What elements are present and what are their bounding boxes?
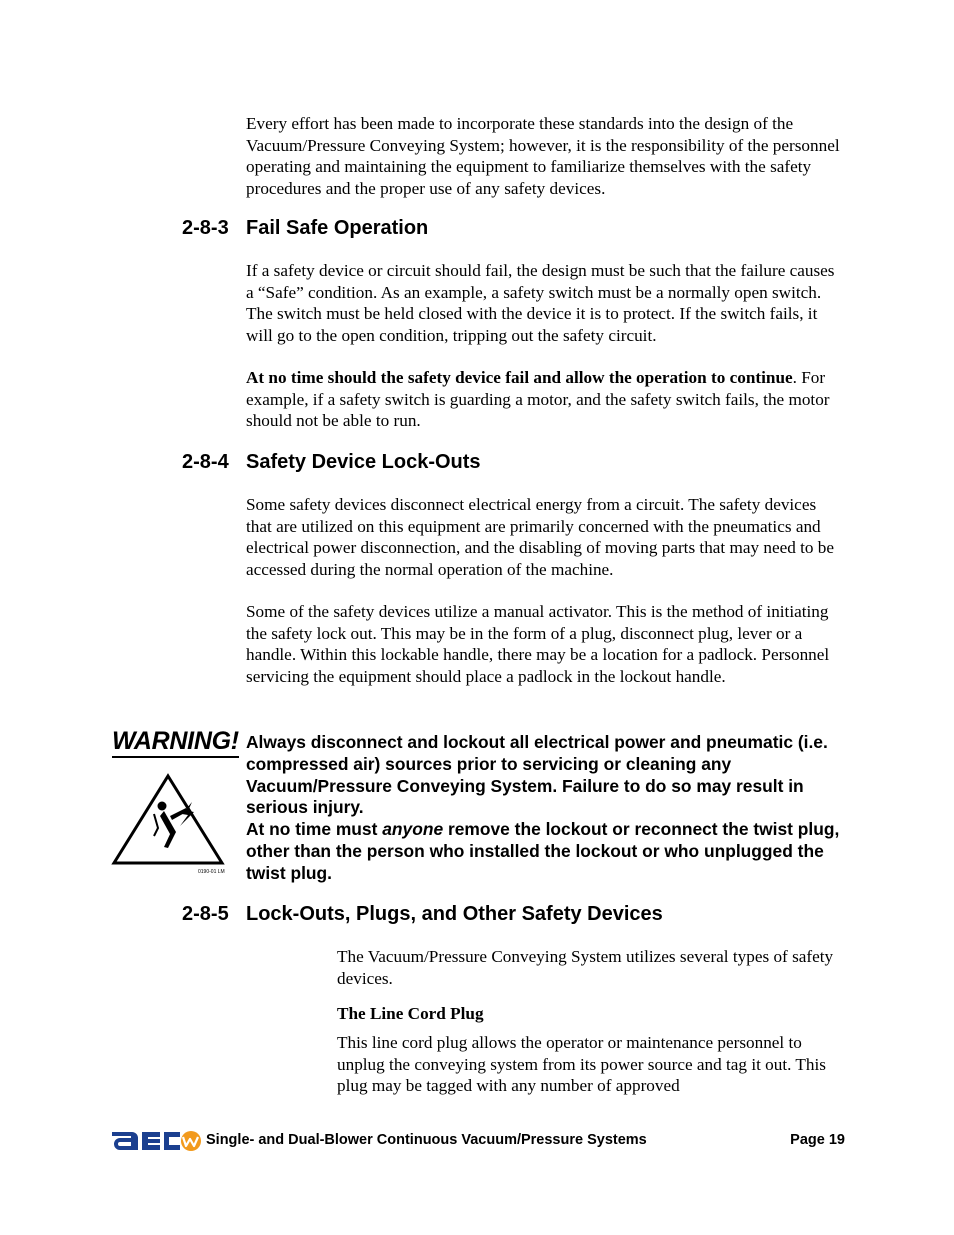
warning-text-2-post: remove the lockout or reconnect the twist plug, other than the person who installed the lockout or who unplugged the twist plug. bbox=[246, 819, 840, 883]
fail-safe-rest: . For example, if a safety switch is guarding a motor, and the safety switch fails, the motor should not be able to run. bbox=[246, 368, 830, 431]
section-number: 2-8-4 bbox=[182, 451, 229, 473]
footer-title: Single- and Dual-Blower Continuous Vacuum/Pressure Systems bbox=[206, 1132, 647, 1148]
electrical-hazard-icon bbox=[110, 770, 226, 876]
section-heading-2-8-3 bbox=[182, 216, 428, 240]
lockouts-paragraph-2: Some of the safety devices utilize a manual activator. This is the method of initiating the safety lock out. This may be in the form of a plug, disconnect plug, lever or a handle. Within this lockable handle, there may be a location for a padlock. Personnel servicing the equipment should place a padlock in the lockout handle. bbox=[246, 602, 830, 686]
intro-paragraph: Every effort has been made to incorporate these standards into the design of the Vacuum/Pressure Conveying System; however, it is the responsibility of the personnel operating and maintaining the equipment to familiarize themselves with the safety procedures and the proper use of any safety devices. bbox=[246, 114, 840, 198]
line-cord-plug-paragraph: This line cord plug allows the operator or maintenance personnel to unplug the conveying system from its power source and tag it out. This plug may be tagged with any number of approved bbox=[337, 1033, 826, 1096]
hazard-icon-caption: 0190-01 LM bbox=[198, 869, 225, 875]
section-number: 2-8-3 bbox=[182, 217, 229, 239]
lockouts-paragraph-1: Some safety devices disconnect electrical energy from a circuit. The safety devices that are utilized on this equipment are primarily concerned with the pneumatics and electrical power disconnection, and the disabling of moving parts that may need to be accessed during the normal operation of the machine. bbox=[246, 495, 835, 579]
section-title: Safety Device Lock-Outs bbox=[246, 451, 481, 473]
page-number: Page 19 bbox=[790, 1132, 845, 1148]
warning-text-1: Always disconnect and lockout all electrical power and pneumatic (i.e. compressed air) sources prior to servicing or cleaning any Vacuum/Pressure Conveying System. Failure to do so may result in serious injury. bbox=[246, 732, 828, 818]
section-heading-2-8-5 bbox=[182, 902, 663, 926]
page-footer bbox=[110, 1124, 845, 1154]
warning-label: WARNING! bbox=[112, 726, 239, 758]
warning-text-2-pre: At no time must bbox=[246, 819, 383, 840]
warning-text-2-emphasis: anyone bbox=[382, 819, 444, 840]
warning-text-2 bbox=[246, 819, 846, 884]
section-title: Fail Safe Operation bbox=[246, 217, 429, 239]
fail-safe-emphasis: At no time should the safety device fail and allow the operation to continue bbox=[246, 368, 793, 387]
line-cord-plug-subheading: The Line Cord Plug bbox=[337, 1004, 484, 1023]
fail-safe-paragraph-1: If a safety device or circuit should fail, the design must be such that the failure causes a “Safe” condition. As an example, a safety switch must be a normally open switch. The switch must be held closed with the device it is to protect. If the switch fails, it will go to the open condition, tripping out the safety circuit. bbox=[246, 261, 835, 345]
section-title: Lock-Outs, Plugs, and Other Safety Devices bbox=[246, 903, 663, 925]
section-heading-2-8-4 bbox=[182, 450, 481, 474]
aec-logo-icon bbox=[110, 1124, 202, 1154]
warning-text bbox=[246, 732, 846, 885]
section-number: 2-8-5 bbox=[182, 903, 229, 925]
devices-paragraph-1: The Vacuum/Pressure Conveying System utilizes several types of safety devices. bbox=[337, 947, 834, 988]
fail-safe-paragraph-2 bbox=[246, 367, 838, 432]
